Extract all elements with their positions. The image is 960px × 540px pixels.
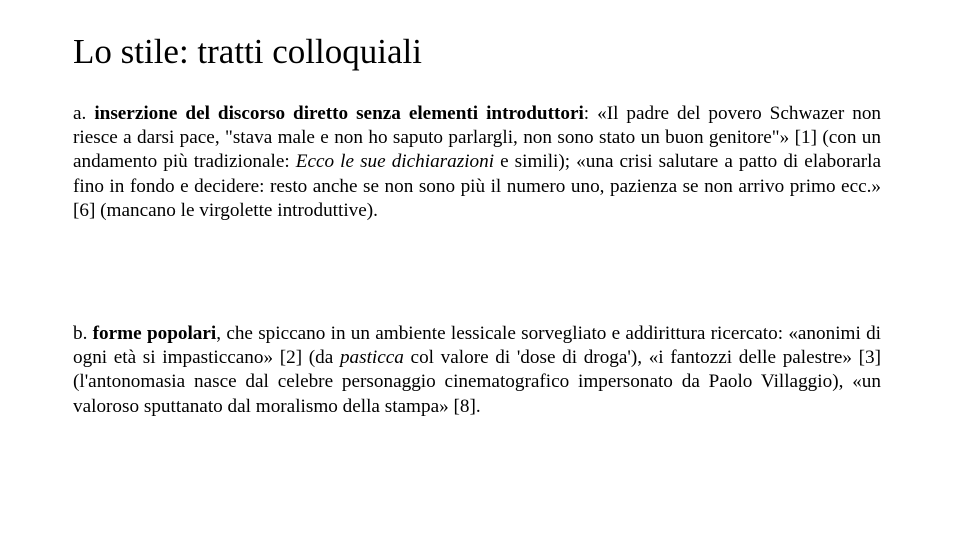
point-a-italic-1: Ecco le sue dichiarazioni [295, 151, 495, 173]
point-a-marker: a. [73, 103, 87, 124]
paragraph-point-b [73, 322, 881, 419]
point-a-text-2: e simili); «una crisi salutare a patto di elaborarla fino in fondo e decidere: resto anche se non sono più il numero uno, pazienza se non arrivo primo ecc.» [6] (mancano le virgolette introduttive). [73, 151, 881, 221]
point-a-text-1: : «Il padre del povero Schwazer non riesce a darsi pace, "stava male e non ho saputo parlargli, non sono stato un buon genitore"» [1] (con un andamento più tradizionale: [73, 103, 882, 173]
point-b-text-1: , che spiccano in un ambiente lessicale sorvegliato e addirittura ricercato: «anonimi di ogni età si impasticcano» [2] (da [73, 323, 881, 369]
paragraph-point-a [73, 102, 881, 223]
point-b-marker: b. [73, 323, 88, 344]
point-b-italic-1: pasticca [339, 347, 404, 369]
point-b-heading: forme popolari [92, 323, 217, 344]
point-b-text-2: col valore di 'dose di droga'), «i fantozzi delle palestre» [3] (l'antonomasia nasce dal celebre personaggio cinematografico impersonato da Paolo Villaggio), «un valoroso sputtanato dal moralismo della stampa» [8]. [73, 347, 881, 417]
point-a-heading: inserzione del discorso diretto senza elementi introduttori [94, 103, 584, 124]
slide-title: Lo stile: tratti colloquiali [73, 32, 422, 71]
